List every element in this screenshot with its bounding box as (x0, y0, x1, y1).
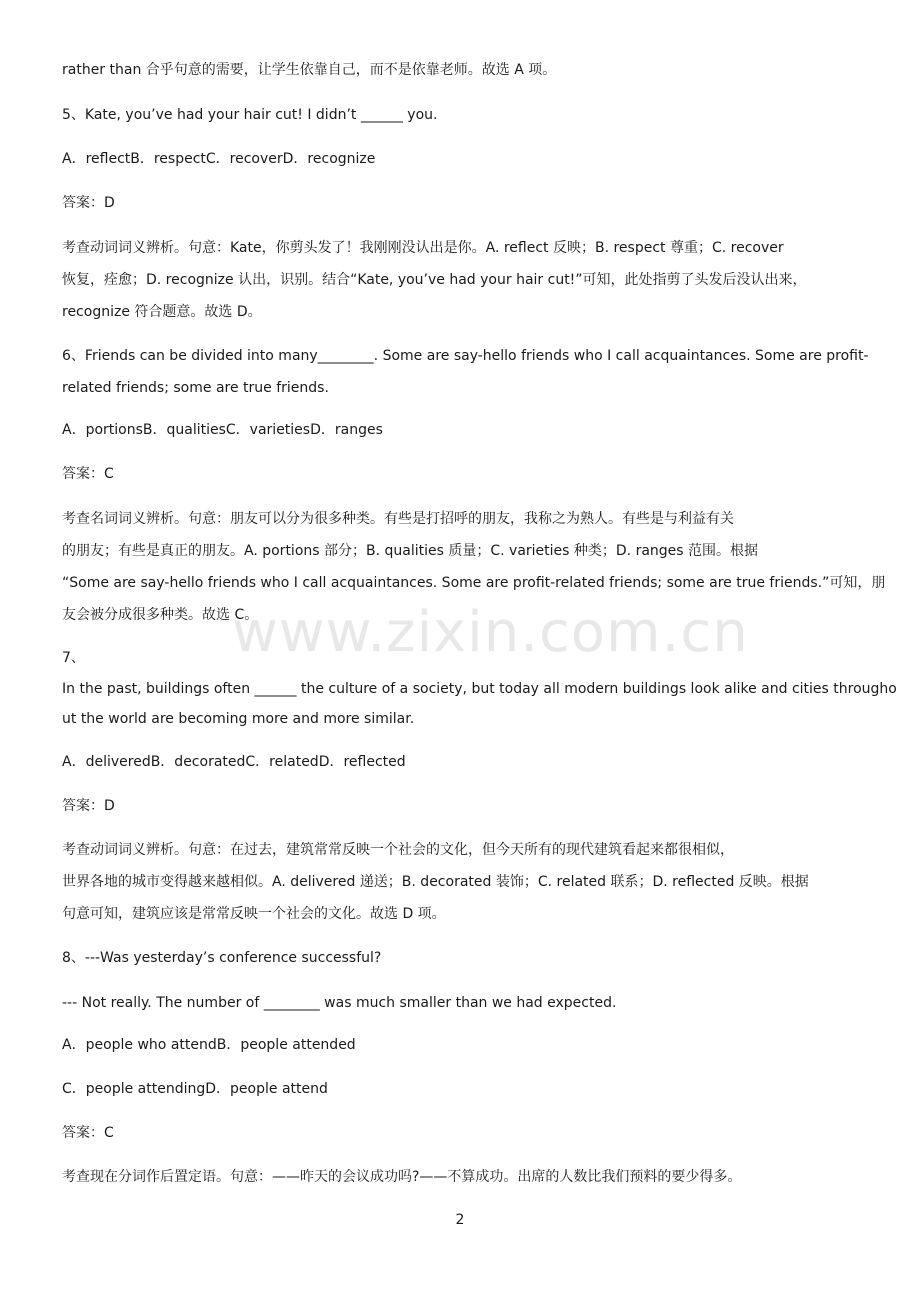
q8-answer: 答案：C (62, 1125, 114, 1141)
q7-number: 7、 (62, 650, 85, 666)
q8-question-line2: --- Not really. The number of ________ was much smaller than we had expected. (62, 995, 617, 1011)
q7-explanation (62, 834, 858, 930)
q8-options-line2: C．people attendingD．people attend (62, 1081, 328, 1097)
q8-explanation: 考查现在分词作后置定语。句意：——昨天的会议成功吗?——不算成功。出席的人数比我们预料的要少得多。 (62, 1169, 742, 1185)
q7-answer: 答案：D (62, 798, 115, 814)
q6-explanation (62, 503, 886, 631)
q6-explanation-line: 友会被分成很多种类。故选 C。 (62, 607, 259, 623)
q5-answer: 答案：D (62, 195, 115, 211)
q5-explanation-line: 恢复，痊愈；D. recognize 认出，识别。结合“Kate, you’ve had your hair cut!”可知，此处指剪了头发后没认出来， (62, 272, 807, 288)
q5-options: A．reflectB．respectC．recoverD．recognize (62, 151, 376, 167)
q7-explanation-line: 句意可知，建筑应该是常常反映一个社会的文化。故选 D 项。 (62, 906, 446, 922)
q6-question-line: 6、Friends can be divided into many________. Some are say-hello friends who I call acquaintances. Some are profit- (62, 348, 869, 364)
q6-question (62, 340, 869, 404)
q7-explanation-line: 考查动词词义辨析。句意：在过去，建筑常常反映一个社会的文化，但今天所有的现代建筑看起来都很相似， (62, 842, 734, 858)
q7-options: A．deliveredB．decoratedC．relatedD．reflected (62, 754, 406, 770)
q7-question-line: In the past, buildings often ______ the culture of a society, but today all modern buildings look alike and cities througho (62, 681, 897, 697)
q7-question-line: ut the world are becoming more and more similar. (62, 711, 415, 727)
page-number: 2 (455, 1212, 465, 1228)
intro-line: rather than 合乎句意的需要，让学生依靠自己，而不是依靠老师。故选 A 项。 (62, 62, 557, 78)
q6-question-line: related friends; some are true friends. (62, 380, 329, 396)
q5-explanation-line: 考查动词词义辨析。句意：Kate，你剪头发了！我刚刚没认出是你。A. reflect 反映；B. respect 尊重；C. recover (62, 240, 784, 256)
q6-options: A．portionsB．qualitiesC．varietiesD．ranges (62, 422, 383, 438)
watermark: www.zixin.com.cn (232, 600, 749, 665)
q7-explanation-line: 世界各地的城市变得越来越相似。A. delivered 递送；B. decorated 装饰；C. related 联系；D. reflected 反映。根据 (62, 874, 809, 890)
q6-answer: 答案：C (62, 466, 114, 482)
q5-explanation-line: recognize 符合题意。故选 D。 (62, 304, 262, 320)
q5-explanation (62, 232, 858, 328)
q6-explanation-line: 的朋友；有些是真正的朋友。A. portions 部分；B. qualities 质量；C. varieties 种类；D. ranges 范围。根据 (62, 543, 759, 559)
q5-question: 5、Kate, you’ve had your hair cut! I didn’t ______ you. (62, 107, 438, 123)
q8-question-line1: 8、---Was yesterday’s conference successful? (62, 950, 382, 966)
q7-question (62, 674, 897, 734)
q6-explanation-line: 考查名词词义辨析。句意：朋友可以分为很多种类。有些是打招呼的朋友，我称之为熟人。有些是与利益有关 (62, 511, 734, 527)
q6-explanation-line: “Some are say-hello friends who I call acquaintances. Some are profit-related friends; some are true friends.”可知，朋 (62, 575, 886, 591)
q8-options-line1: A．people who attendB．people attended (62, 1037, 356, 1053)
